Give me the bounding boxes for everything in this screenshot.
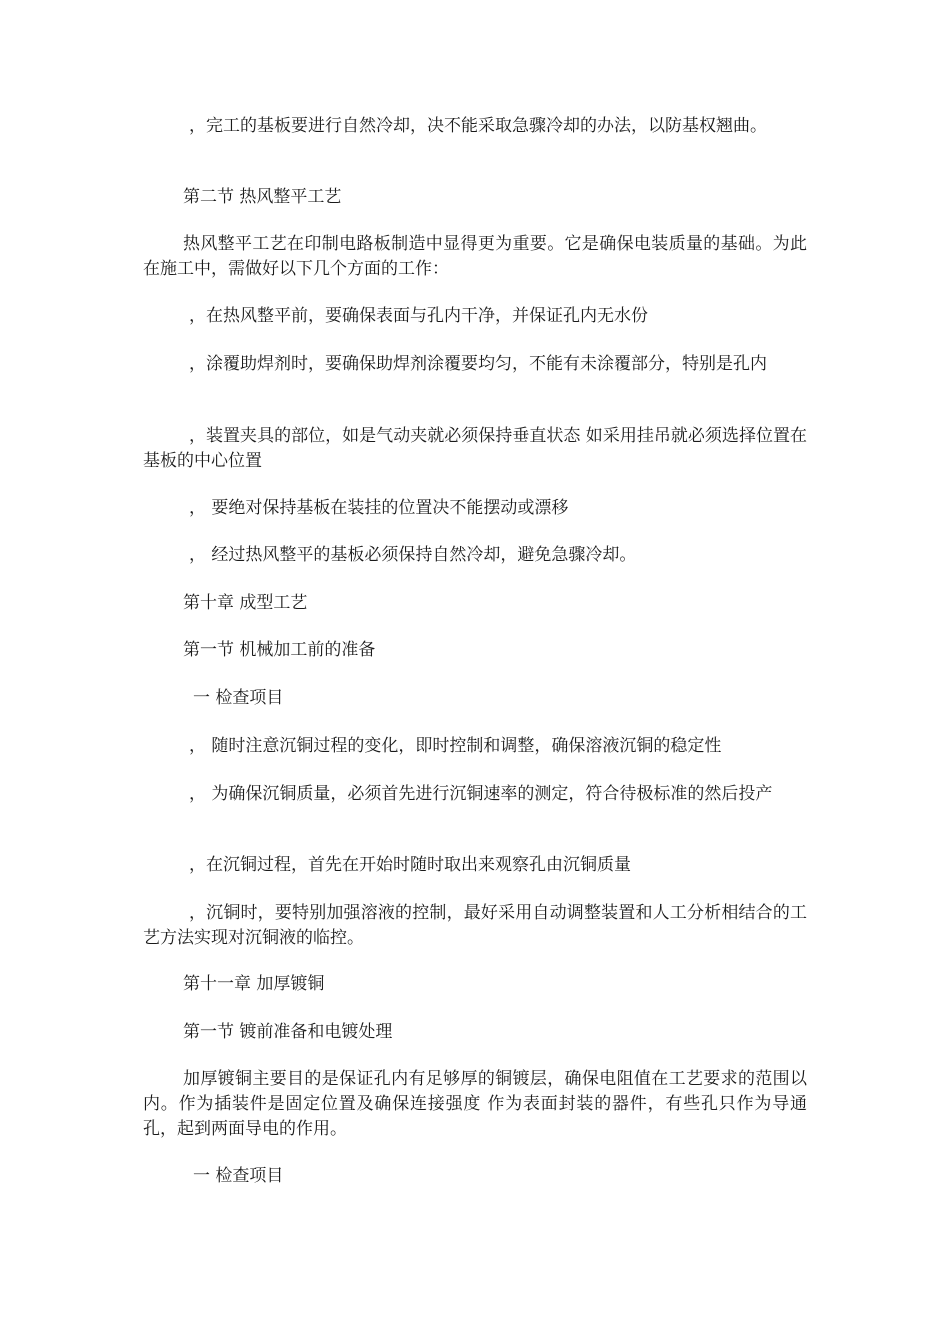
list-item-deposition-rate: ， 为确保沉铜质量，必须首先进行沉铜速率的测定，符合待极标准的然后投产 bbox=[189, 784, 773, 804]
list-item-natural-cooling: ， 经过热风整平的基板必须保持自然冷却，避免急骤冷却。 bbox=[189, 545, 637, 565]
paragraph-hot-air-intro: 热风整平工艺在印制电路板制造中显得更为重要。它是确保电装质量的基础。为此在施工中，需做好以下几个方面的工作： bbox=[143, 234, 807, 279]
list-item-hanging-position: ， 要绝对保持基板在装挂的位置决不能摆动或漂移 bbox=[189, 498, 569, 518]
list-item-flux-coating: ，涂覆助焊剂时，要确保助焊剂涂覆要均匀，不能有未涂覆部分，特别是孔内 bbox=[189, 354, 767, 374]
subheading-inspection-items-2: 一 检查项目 bbox=[193, 1166, 284, 1186]
list-item-observe-holes: ，在沉铜过程，首先在开始时随时取出来观察孔由沉铜质量 bbox=[189, 855, 631, 875]
section-heading-plating-prep: 第一节 镀前准备和电镀处理 bbox=[183, 1022, 393, 1042]
section-heading-machining-prep: 第一节 机械加工前的准备 bbox=[183, 640, 376, 660]
subheading-inspection-items: 一 检查项目 bbox=[193, 688, 284, 708]
list-item-copper-process: ， 随时注意沉铜过程的变化，即时控制和调整，确保溶液沉铜的稳定性 bbox=[189, 736, 722, 756]
list-item-solution-control: ，沉铜时，要特别加强溶液的控制，最好采用自动调整装置和人工分析相结合的工艺方法实现对沉铜液的临控。 bbox=[143, 903, 807, 948]
chapter-heading-forming: 第十章 成型工艺 bbox=[183, 593, 308, 613]
chapter-heading-thick-copper: 第十一章 加厚镀铜 bbox=[183, 974, 325, 994]
list-item-fixture-position: ，装置夹具的部位，如是气动夹就必须保持垂直状态 如采用挂吊就必须选择位置在基板的中心位置 bbox=[143, 426, 807, 471]
list-item-clean-surface: ，在热风整平前，要确保表面与孔内干净，并保证孔内无水份 bbox=[189, 306, 648, 326]
paragraph-cooling-note: ，完工的基板要进行自然冷却，决不能采取急骤冷却的办法，以防基权翘曲。 bbox=[189, 116, 767, 136]
section-heading-hot-air-leveling: 第二节 热风整平工艺 bbox=[183, 187, 342, 207]
paragraph-thick-copper-purpose: 加厚镀铜主要目的是保证孔内有足够厚的铜镀层，确保电阻值在工艺要求的范围以内。作为插装件是固定位置及确保连接强度 作为表面封装的器件，有些孔只作为导通孔，起到两面导电的作用。 bbox=[143, 1069, 807, 1139]
